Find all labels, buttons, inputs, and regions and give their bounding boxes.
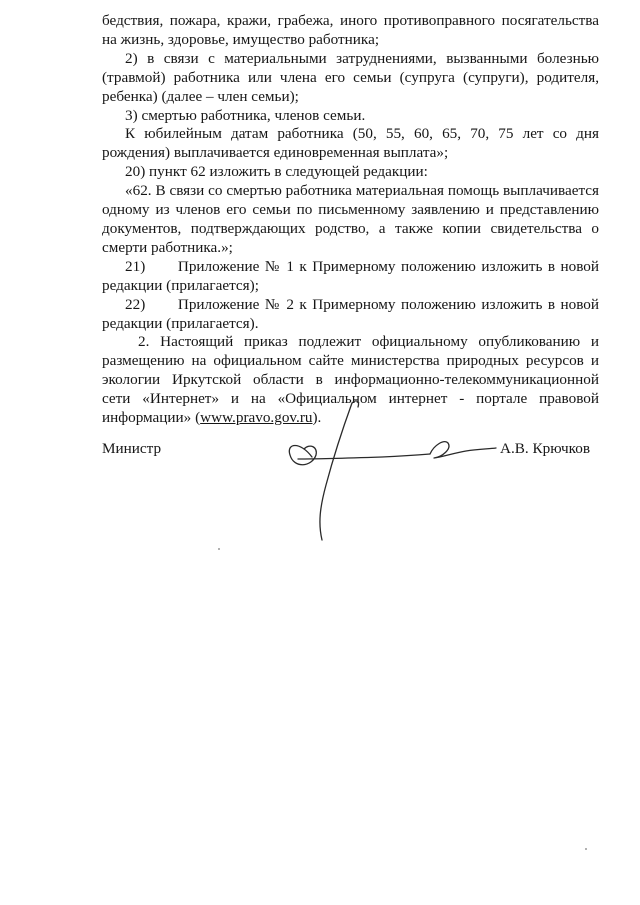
paragraph-item-21: 21) Приложение № 1 к Примерному положению изложить в новой редакции (прилагается);	[102, 257, 603, 294]
paragraph-item-22: 22) Приложение № 2 к Примерному положению изложить в новой редакции (прилагается).	[102, 295, 603, 332]
paragraph-item-20: 20) пункт 62 изложить в следующей редакции:	[125, 163, 428, 181]
paragraph-item-3: 3) смертью работника, членов семьи.	[125, 106, 366, 124]
position-label: Министр	[102, 440, 162, 457]
signer-name: А.В. Крючков	[500, 440, 590, 457]
paragraph-point-62: «62. В связи со смертью работника материальная помощь выплачивается одному из членов его семьи по письменному заявлению и представлению документов, подтверждающих родство, а также копии свидетельства о смерти работника.»;	[102, 182, 599, 256]
publication-text: 2. Настоящий приказ подлежит официальному опубликованию и размещению на официальном сайте министерства природных ресурсов и экологии Иркутской области в информационно-телекоммуникационной сети «Интернет» и на «Официальном интернет - портале правовой информации» (	[102, 333, 599, 427]
handwritten-signature	[282, 395, 497, 545]
paragraph-item-2: 2) в связи с материальными затруднениями, вызванными болезнью (травмой) работника или члена его семьи (супруга (супруги), родителя, ребенка) (далее – член семьи);	[102, 49, 599, 105]
signature-block	[102, 440, 599, 464]
scan-speck	[218, 548, 220, 550]
paragraph-disaster-continuation: бедствия, пожара, кражи, грабежа, иного противоправного посягательства на жизнь, здоровье, имущество работника;	[102, 12, 599, 48]
publication-closing: ).	[312, 409, 322, 427]
pravo-link[interactable]: www.pravo.gov.ru	[200, 409, 313, 427]
paragraph-anniversary: К юбилейным датам работника (50, 55, 60, 65, 70, 75 лет со дня рождения) выплачивается единовременная выплата»;	[102, 125, 599, 162]
scan-speck	[585, 848, 587, 850]
document-body	[102, 12, 603, 428]
